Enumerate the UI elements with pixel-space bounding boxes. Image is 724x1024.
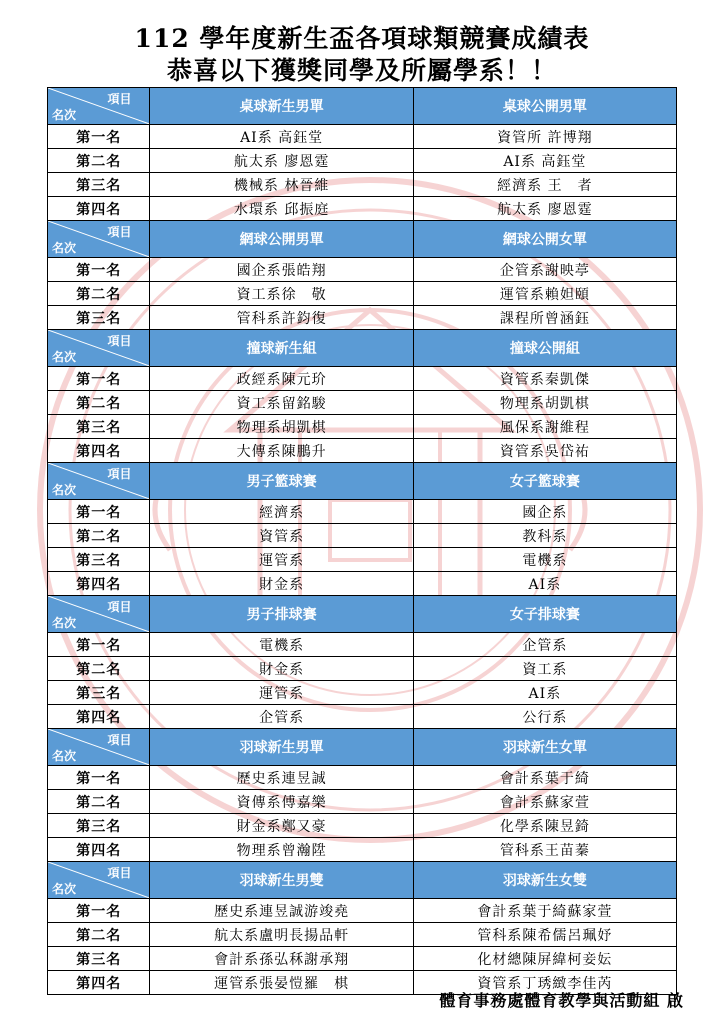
winner-cell: 歷史系連昱誠游竣堯 [150, 899, 413, 923]
corner-cell [48, 330, 150, 367]
table-row [48, 415, 677, 439]
rank-label: 名次 [52, 882, 77, 896]
table-row [48, 149, 677, 173]
section-header-row [48, 330, 677, 367]
winner-cell: 風保系謝維程 [413, 415, 676, 439]
table-row [48, 633, 677, 657]
table-row [48, 681, 677, 705]
winner-cell: 經濟系 王 者 [413, 173, 676, 197]
event-name: 網球公開女單 [413, 221, 676, 258]
event-name: 網球公開男單 [150, 221, 413, 258]
section-header-row [48, 463, 677, 500]
winner-cell: 課程所曾涵鈺 [413, 306, 676, 330]
rank-cell: 第四名 [48, 838, 150, 862]
table-row [48, 500, 677, 524]
rank-cell: 第四名 [48, 572, 150, 596]
item-label: 項目 [107, 600, 132, 614]
rank-cell: 第三名 [48, 173, 150, 197]
rank-cell: 第一名 [48, 899, 150, 923]
table-row [48, 705, 677, 729]
section-header-row [48, 88, 677, 125]
rank-cell: 第一名 [48, 500, 150, 524]
rank-cell: 第四名 [48, 971, 150, 995]
winner-cell: 經濟系 [150, 500, 413, 524]
winner-cell: 會計系葉于綺 [413, 766, 676, 790]
rank-cell: 第四名 [48, 439, 150, 463]
table-row [48, 173, 677, 197]
winner-cell: 管科系許鈞復 [150, 306, 413, 330]
event-name: 撞球公開組 [413, 330, 676, 367]
rank-cell: 第一名 [48, 367, 150, 391]
table-row [48, 657, 677, 681]
table-row [48, 391, 677, 415]
winner-cell: 企管系 [150, 705, 413, 729]
item-label: 項目 [107, 334, 132, 348]
event-name: 女子籃球賽 [413, 463, 676, 500]
winner-cell: 化學系陳昱錡 [413, 814, 676, 838]
item-label: 項目 [107, 467, 132, 481]
winner-cell: 財金系 [150, 657, 413, 681]
winner-cell: 航太系 廖恩霆 [150, 149, 413, 173]
corner-cell [48, 596, 150, 633]
table-row [48, 548, 677, 572]
table-row [48, 306, 677, 330]
winner-cell: 資傳系傅嘉樂 [150, 790, 413, 814]
section-header-row [48, 862, 677, 899]
rank-cell: 第二名 [48, 790, 150, 814]
rank-cell: 第二名 [48, 391, 150, 415]
winner-cell: 財金系 [150, 572, 413, 596]
rank-cell: 第三名 [48, 681, 150, 705]
page-title: 112 學年度新生盃各項球類競賽成績表 [134, 24, 590, 53]
winner-cell: 電機系 [413, 548, 676, 572]
item-label: 項目 [107, 225, 132, 239]
winner-cell: AI系 高鈺堂 [150, 125, 413, 149]
winner-cell: 政經系陳元玠 [150, 367, 413, 391]
corner-cell [48, 88, 150, 125]
table-row [48, 947, 677, 971]
table-row [48, 197, 677, 221]
rank-cell: 第一名 [48, 766, 150, 790]
winner-cell: 資管所 許博翔 [413, 125, 676, 149]
table-row [48, 524, 677, 548]
table-row [48, 838, 677, 862]
winner-cell: 物理系曾瀚陞 [150, 838, 413, 862]
winner-cell: 財金系鄭又豪 [150, 814, 413, 838]
event-name: 羽球新生女雙 [413, 862, 676, 899]
winner-cell: 資管系 [150, 524, 413, 548]
winner-cell: 歷史系連昱誠 [150, 766, 413, 790]
rank-label: 名次 [52, 350, 77, 364]
winner-cell: 資管系丁琇緻李佳芮 [413, 971, 676, 995]
winner-cell: 物理系胡凱棋 [150, 415, 413, 439]
winner-cell: 管科系王苗蓁 [413, 838, 676, 862]
event-name: 撞球新生組 [150, 330, 413, 367]
winner-cell: 化材總陳屏緯柯妾妘 [413, 947, 676, 971]
event-name: 男子籃球賽 [150, 463, 413, 500]
rank-cell: 第三名 [48, 814, 150, 838]
item-label: 項目 [107, 866, 132, 880]
rank-label: 名次 [52, 616, 77, 630]
winner-cell: 水環系 邱振庭 [150, 197, 413, 221]
event-name: 男子排球賽 [150, 596, 413, 633]
table-row [48, 439, 677, 463]
rank-label: 名次 [52, 749, 77, 763]
event-name: 桌球公開男單 [413, 88, 676, 125]
winner-cell: 資工系留銘駿 [150, 391, 413, 415]
table-row [48, 282, 677, 306]
table-row [48, 125, 677, 149]
table-row [48, 367, 677, 391]
event-name: 女子排球賽 [413, 596, 676, 633]
winner-cell: 資工系徐 敬 [150, 282, 413, 306]
winner-cell: 運管系張晏愷羅 棋 [150, 971, 413, 995]
table-row [48, 899, 677, 923]
rank-label: 名次 [52, 108, 77, 122]
rank-cell: 第一名 [48, 258, 150, 282]
event-name: 羽球新生女單 [413, 729, 676, 766]
table-row [48, 790, 677, 814]
rank-cell: 第三名 [48, 415, 150, 439]
winner-cell: AI系 高鈺堂 [413, 149, 676, 173]
rank-cell: 第二名 [48, 524, 150, 548]
table-row [48, 258, 677, 282]
winner-cell: 企管系謝映葶 [413, 258, 676, 282]
section-header-row [48, 221, 677, 258]
section-header-row [48, 729, 677, 766]
rank-cell: 第二名 [48, 923, 150, 947]
table-row [48, 766, 677, 790]
winner-cell: 物理系胡凱棋 [413, 391, 676, 415]
winner-cell: AI系 [413, 572, 676, 596]
corner-cell [48, 862, 150, 899]
winner-cell: 運管系 [150, 548, 413, 572]
winner-cell: 運管系賴妲頤 [413, 282, 676, 306]
rank-cell: 第二名 [48, 149, 150, 173]
winner-cell: 企管系 [413, 633, 676, 657]
winner-cell: 航太系 廖恩霆 [413, 197, 676, 221]
event-name: 桌球新生男單 [150, 88, 413, 125]
footer-signature: 體育事務處體育教學與活動組 啟 [439, 991, 684, 1010]
rank-cell: 第四名 [48, 197, 150, 221]
winner-cell: 資管系吳岱祐 [413, 439, 676, 463]
winner-cell: 大傳系陳鵬升 [150, 439, 413, 463]
rank-label: 名次 [52, 483, 77, 497]
rank-label: 名次 [52, 241, 77, 255]
rank-cell: 第三名 [48, 548, 150, 572]
winner-cell: 國企系張皓翔 [150, 258, 413, 282]
corner-cell [48, 463, 150, 500]
winner-cell: 航太系盧明長揚品軒 [150, 923, 413, 947]
rank-cell: 第一名 [48, 633, 150, 657]
section-header-row [48, 596, 677, 633]
rank-cell: 第三名 [48, 306, 150, 330]
event-name: 羽球新生男雙 [150, 862, 413, 899]
event-name: 羽球新生男單 [150, 729, 413, 766]
winner-cell: 機械系 林晉維 [150, 173, 413, 197]
winner-cell: 管科系陳希儒呂珮妤 [413, 923, 676, 947]
winner-cell: 公行系 [413, 705, 676, 729]
rank-cell: 第二名 [48, 657, 150, 681]
winner-cell: 資工系 [413, 657, 676, 681]
winner-cell: 教科系 [413, 524, 676, 548]
results-table [47, 87, 677, 995]
item-label: 項目 [107, 733, 132, 747]
winner-cell: 運管系 [150, 681, 413, 705]
winner-cell: 資管系秦凱傑 [413, 367, 676, 391]
table-row [48, 572, 677, 596]
table-row [48, 923, 677, 947]
winner-cell: AI系 [413, 681, 676, 705]
rank-cell: 第一名 [48, 125, 150, 149]
winner-cell: 電機系 [150, 633, 413, 657]
winner-cell: 國企系 [413, 500, 676, 524]
winner-cell: 會計系蘇家萱 [413, 790, 676, 814]
table-row [48, 814, 677, 838]
page-subtitle: 恭喜以下獲獎同學及所屬學系！！ [166, 56, 557, 85]
winner-cell: 會計系葉于綺蘇家萱 [413, 899, 676, 923]
item-label: 項目 [107, 92, 132, 106]
rank-cell: 第三名 [48, 947, 150, 971]
winner-cell: 會計系孫弘秝謝承翔 [150, 947, 413, 971]
corner-cell [48, 221, 150, 258]
rank-cell: 第四名 [48, 705, 150, 729]
corner-cell [48, 729, 150, 766]
rank-cell: 第二名 [48, 282, 150, 306]
